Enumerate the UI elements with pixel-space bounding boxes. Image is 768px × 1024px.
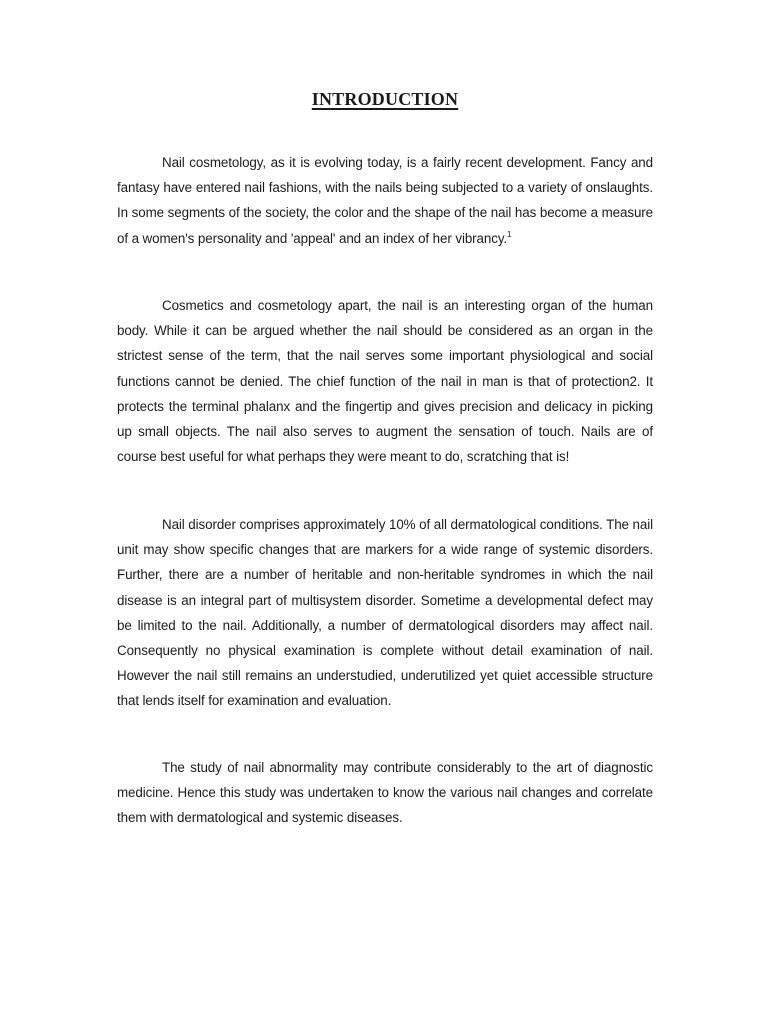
footnote-marker: 1: [507, 229, 512, 239]
paragraph-4: The study of nail abnormality may contribute considerably to the art of diagnostic medicine. Hence this study was undertaken to know the various nail changes and correlate them with dermatological and systemic diseases.: [117, 760, 653, 826]
paragraph-3: Nail disorder comprises approximately 10% of all dermatological conditions. The nail unit may show specific changes that are markers for a wide range of systemic disorders. Further, there are a number of heritable and non-heritable syndromes in which the nail disease is an integral part of multisystem disorder. Sometime a developmental defect may be limited to the nail. Additionally, a number of dermatological disorders may affect nail. Consequently no physical examination is complete without detail examination of nail. However the nail still remains an understudied, underutilized yet quiet accessible structure that lends itself for examination and evaluation.: [117, 517, 653, 709]
page-title: INTRODUCTION: [311, 89, 459, 109]
paragraph-1-text: Nail cosmetology, as it is evolving today, is a fairly recent development. Fancy and fantasy have entered nail fashions, with the nails being subjected to a variety of onslaughts. In some segments of the society, the color and the shape of the nail has become a measure of a women's personality and 'appeal' and an index of her vibrancy.: [117, 155, 653, 246]
paragraph-2: Cosmetics and cosmetology apart, the nail is an interesting organ of the human body. While it can be argued whether the nail should be considered as an organ in the strictest sense of the term, that the nail serves some important physiological and social functions cannot be denied. The chief function of the nail in man is that of protection2. It protects the terminal phalanx and the fingertip and gives precision and delicacy in picking up small objects. The nail also serves to augment the sensation of touch. Nails are of course best useful for what perhaps they were meant to do, scratching that is!: [117, 298, 653, 465]
paragraph-1: [117, 150, 653, 251]
